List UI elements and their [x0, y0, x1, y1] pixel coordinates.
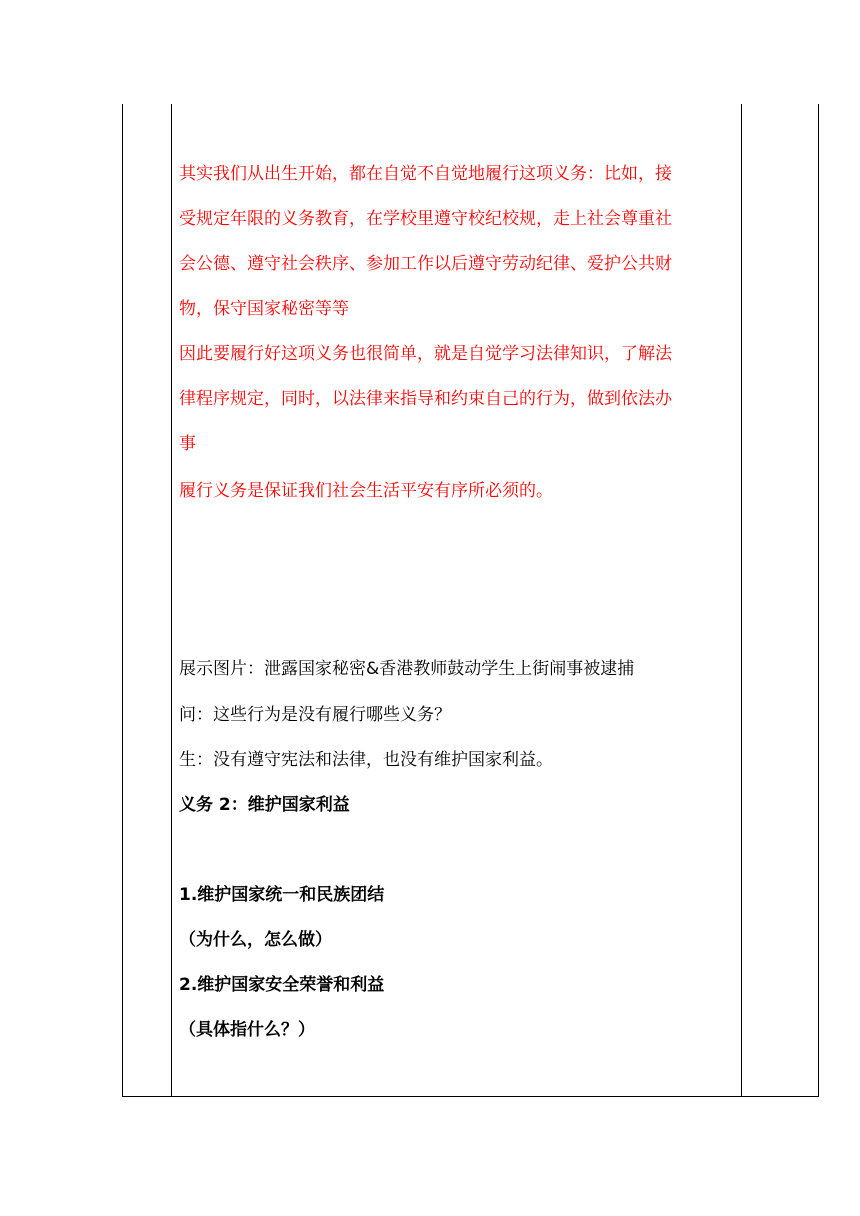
red-line-2: 受规定年限的义务教育，在学校里遵守校纪校规，走上社会尊重社	[179, 209, 672, 229]
red-line-6: 律程序规定，同时，以法律来指导和约束自己的行为，做到依法办	[179, 389, 672, 409]
show-images-line: 展示图片：泄露国家秘密&香港教师鼓动学生上街闹事被逮捕	[179, 659, 635, 679]
red-line-8: 履行义务是保证我们社会生活平安有序所必须的。	[179, 481, 553, 501]
table-left-border	[122, 104, 123, 1097]
red-line-7: 事	[179, 434, 196, 454]
table-bottom-border	[122, 1096, 819, 1097]
red-line-3: 会公德、遵守社会秩序、参加工作以后遵守劳动纪律、爱护公共财	[179, 254, 672, 274]
red-line-5: 因此要履行好这项义务也很简单，就是自觉学习法律知识，了解法	[179, 344, 672, 364]
question-line: 问：这些行为是没有履行哪些义务？	[179, 705, 451, 725]
table-column-divider-1	[171, 104, 172, 1097]
point-2: 2.维护国家安全荣誉和利益	[179, 975, 385, 995]
table-column-divider-2	[741, 104, 742, 1097]
red-line-1: 其实我们从出生开始，都在自觉不自觉地履行这项义务：比如，接	[179, 164, 672, 184]
answer-line: 生：没有遵守宪法和法律，也没有维护国家利益。	[179, 750, 553, 770]
table-right-border	[818, 104, 819, 1097]
point-1-note: （为什么，怎么做）	[179, 930, 332, 950]
red-line-4: 物，保守国家秘密等等	[179, 299, 349, 319]
point-2-note: （具体指什么？）	[179, 1020, 315, 1040]
point-1: 1.维护国家统一和民族团结	[179, 885, 385, 905]
obligation-heading: 义务 2：维护国家利益	[179, 795, 350, 815]
